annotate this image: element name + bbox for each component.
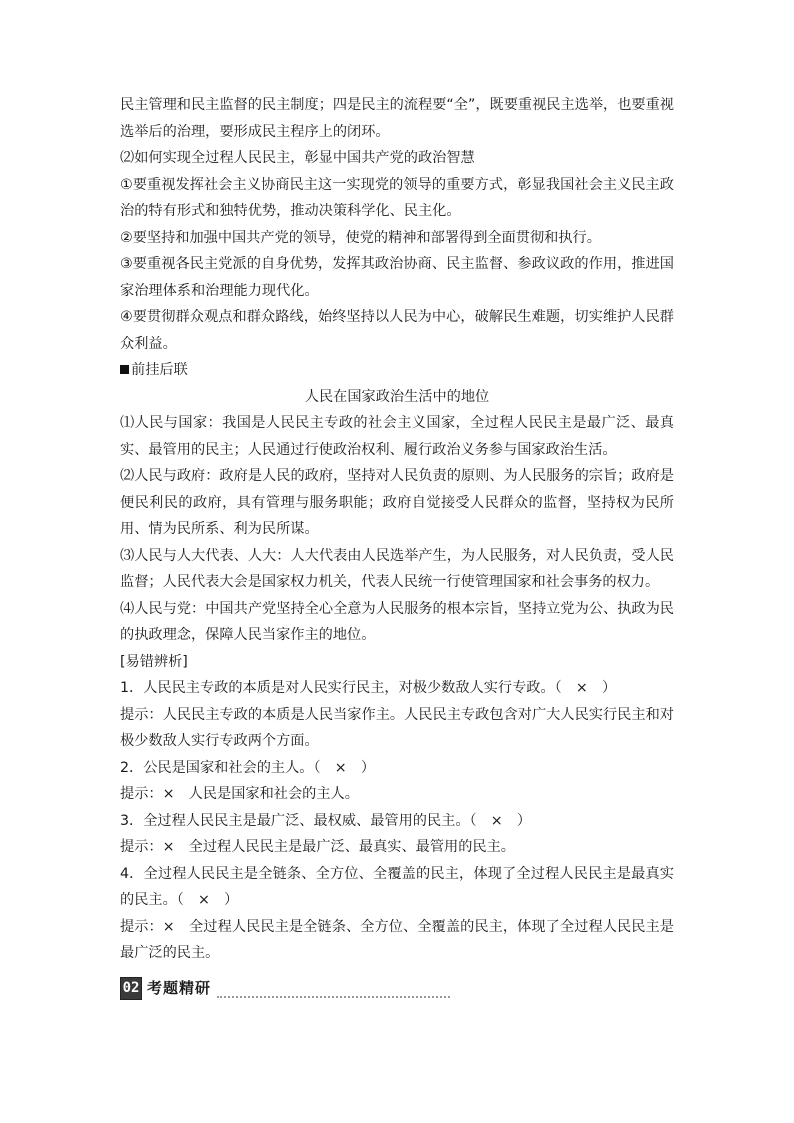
paragraph-point-1: ①要重视发挥社会主义协商民主这一实现党的领导的重要方式，彰显我国社会主义民主政治的特有形式和独特优势，推动决策科学化、民主化。: [120, 176, 674, 219]
section-number-badge: 02: [120, 977, 142, 1000]
error-hint-3: 提示：× 全过程人民民主是最广泛、最真实、最管用的民主。: [120, 839, 515, 855]
section-heading-linkage: [120, 357, 674, 384]
paragraph-relation-state: ⑴人民与国家：我国是人民民主专政的社会主义国家，全过程人民民主是最广泛、最真实、最管用的民主；人民通过行使政治权利、履行政治义务参与国家政治生活。: [120, 415, 674, 458]
error-item-3: 3．全过程人民民主是最广泛、最权威、最管用的民主。（ × ）: [120, 812, 532, 829]
paragraph-point-2: ②要坚持和加强中国共产党的领导，使党的精神和部署得到全面贯彻和执行。: [120, 229, 601, 246]
section-banner: [120, 977, 674, 1001]
black-square-icon: [120, 365, 129, 374]
dotted-divider: [217, 996, 450, 998]
paragraph-point-4: ④要贯彻群众观点和群众路线，始终坚持以人民为中心，破解民生难题，切实维护人民群众利益。: [120, 309, 674, 352]
paragraph-democracy-process: 民主管理和民主监督的民主制度；四是民主的流程要“全”，既要重视民主选举，也要重视选举后的治理，要形成民主程序上的闭环。: [120, 97, 674, 140]
error-item-4: 4．全过程人民民主是全链条、全方位、全覆盖的民主，体现了全过程人民民主是最真实的民主。（ × ）: [120, 865, 674, 908]
section-heading-label: 前挂后联: [131, 362, 188, 378]
error-analysis-heading: [易错辨析]: [120, 653, 188, 670]
error-hint-1: 提示：人民民主专政的本质是人民当家作主。人民民主专政包含对广大人民实行民主和对极少数敌人实行专政两个方面。: [120, 706, 674, 749]
paragraph-point-3: ③要重视各民主党派的自身优势，发挥其政治协商、民主监督、参政议政的作用，推进国家治理体系和治理能力现代化。: [120, 256, 674, 299]
paragraph-relation-npc: ⑶人民与人大代表、人大：人大代表由人民选举产生，为人民服务，对人民负责，受人民监督；人民代表大会是国家权力机关，代表人民统一行使管理国家和社会事务的权力。: [120, 547, 674, 590]
error-hint-2: 提示：× 人民是国家和社会的主人。: [120, 786, 359, 802]
paragraph-relation-party: ⑷人民与党：中国共产党坚持全心全意为人民服务的根本宗旨，坚持立党为公、执政为民的执政理念，保障人民当家作主的地位。: [120, 600, 674, 643]
error-item-1: 1．人民民主专政的本质是对人民实行民主，对极少数敌人实行专政。（ × ）: [120, 680, 617, 696]
section-banner-title: 考题精研: [147, 979, 212, 998]
paragraph-relation-government: ⑵人民与政府：政府是人民的政府，坚持对人民负责的原则、为人民服务的宗旨；政府是便民利民的政府，具有管理与服务职能；政府自觉接受人民群众的监督，坚持权为民所用、情为民所系、利为民所谋。: [120, 468, 674, 537]
error-item-2: 2．公民是国家和社会的主人。（ × ）: [120, 759, 376, 776]
error-hint-4: 提示：× 全过程人民民主是全链条、全方位、全覆盖的民主，体现了全过程人民民主是最广泛的民主。: [120, 918, 674, 961]
paragraph-how-to-realize: ⑵如何实现全过程人民民主，彰显中国共产党的政治智慧: [120, 150, 475, 166]
section-title: 人民在国家政治生活中的地位: [304, 388, 490, 405]
